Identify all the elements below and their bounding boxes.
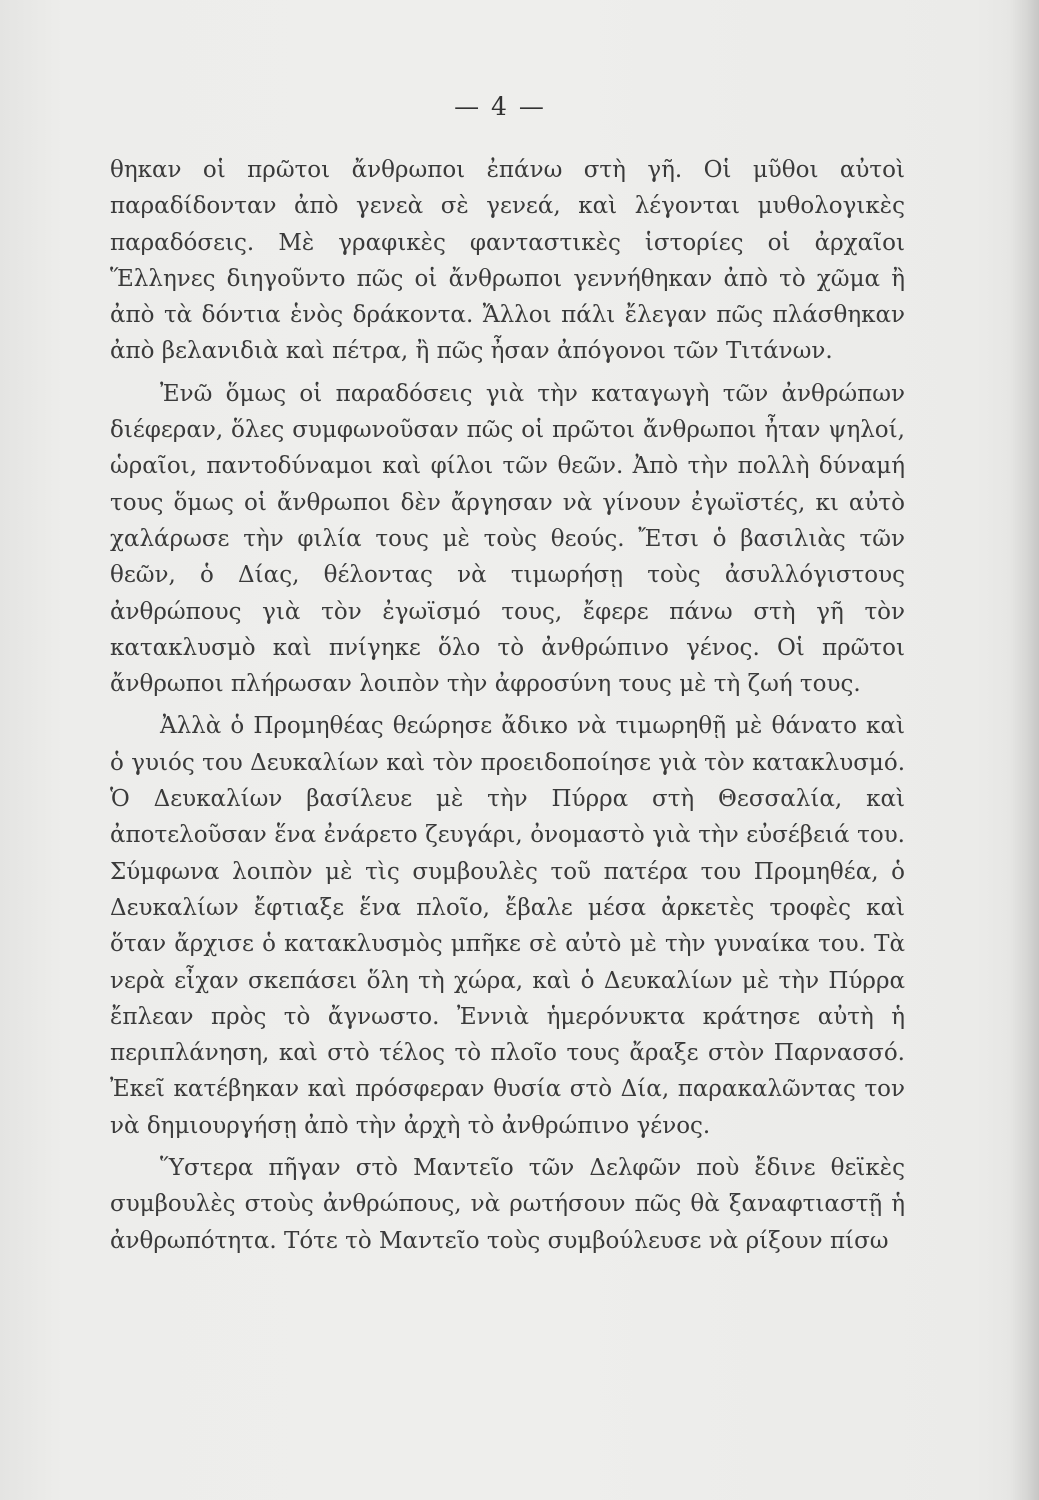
page-edge-shadow bbox=[1009, 0, 1039, 1500]
page-number: — 4 — bbox=[454, 92, 546, 121]
body-text bbox=[110, 152, 905, 1259]
paragraph-4: Ὕστερα πῆγαν στὸ Μαντεῖο τῶν Δελφῶν ποὺ ἔδινε θεϊκὲς συμβουλὲς στοὺς ἀνθρώπους, νὰ ρωτήσουν πῶς θὰ ξαναφτιαστῇ ἡ ἀνθρωπότητα. Τότε τὸ Μαντεῖο τοὺς συμβούλευσε νὰ ρίξουν πίσω bbox=[110, 1155, 905, 1254]
paragraph-3: Ἀλλὰ ὁ Προμηθέας θεώρησε ἄδικο νὰ τιμωρηθῇ μὲ θάνατο καὶ ὁ γυιός του Δευκαλίων καὶ τὸν προειδοποίησε γιὰ τὸν κατακλυσμό. Ὁ Δευκαλίων βασίλευε μὲ τὴν Πύρρα στὴ Θεσσαλία, καὶ ἀποτελοῦσαν ἕνα ἐνάρετο ζευγάρι, ὀνομαστὸ γιὰ τὴν εὐσέβειά του. Σύμφωνα λοιπὸν μὲ τὶς συμβουλὲς τοῦ πατέρα του Προμηθέα, ὁ Δευκαλίων ἔφτιαξε ἕνα πλοῖο, ἔβαλε μέσα ἀρκετὲς τροφὲς καὶ ὅταν ἄρχισε ὁ κατακλυσμὸς μπῆκε σὲ αὐτὸ μὲ τὴν γυναίκα του. Τὰ νερὰ εἶχαν σκεπάσει ὅλη τὴ χώρα, καὶ ὁ Δευκαλίων μὲ τὴν Πύρρα ἔπλεαν πρὸς τὸ ἄγνωστο. Ἐννιὰ ἡμερόνυκτα κράτησε αὐτὴ ἡ περιπλάνηση, καὶ στὸ τέλος τὸ πλοῖο τους ἄραξε στὸν Παρνασσό. Ἐκεῖ κατέβηκαν καὶ πρόσφεραν θυσία στὸ Δία, παρακαλῶντας τον νὰ δημιουργήσῃ ἀπὸ τὴν ἀρχὴ τὸ ἀνθρώπινο γένος. bbox=[110, 713, 905, 1139]
paragraph-1: θηκαν οἱ πρῶτοι ἄνθρωποι ἐπάνω στὴ γῆ. Οἱ μῦθοι αὐτοὶ παραδίδονταν ἀπὸ γενεὰ σὲ γενεά, καὶ λέγονται μυθολογικὲς παραδόσεις. Μὲ γραφικὲς φανταστικὲς ἱστορίες οἱ ἀρχαῖοι Ἕλληνες διηγοῦντο πῶς οἱ ἄνθρωποι γεννήθηκαν ἀπὸ τὸ χῶμα ἢ ἀπὸ τὰ δόντια ἑνὸς δράκοντα. Ἄλλοι πάλι ἔλεγαν πῶς πλάσθηκαν ἀπὸ βελανιδιὰ καὶ πέτρα, ἢ πῶς ἦσαν ἀπόγονοι τῶν Τιτάνων. bbox=[110, 157, 905, 365]
paragraph-2: Ἐνῶ ὅμως οἱ παραδόσεις γιὰ τὴν καταγωγὴ τῶν ἀνθρώπων διέφεραν, ὅλες συμφωνοῦσαν πῶς οἱ πρῶτοι ἄνθρωποι ἦταν ψηλοί, ὡραῖοι, παντοδύναμοι καὶ φίλοι τῶν θεῶν. Ἀπὸ τὴν πολλὴ δύναμή τους ὅμως οἱ ἄνθρωποι δὲν ἄργησαν νὰ γίνουν ἐγωϊστές, κι αὐτὸ χαλάρωσε τὴν φιλία τους μὲ τοὺς θεούς. Ἔτσι ὁ βασιλιὰς τῶν θεῶν, ὁ Δίας, θέλοντας νὰ τιμωρήσῃ τοὺς ἀσυλλόγιστους ἀνθρώπους γιὰ τὸν ἐγωϊσμό τους, ἔφερε πάνω στὴ γῆ τὸν κατακλυσμὸ καὶ πνίγηκε ὅλο τὸ ἀνθρώπινο γένος. Οἱ πρῶτοι ἄνθρωποι πλήρωσαν λοιπὸν τὴν ἀφροσύνη τους μὲ τὴ ζωή τους. bbox=[110, 380, 905, 698]
